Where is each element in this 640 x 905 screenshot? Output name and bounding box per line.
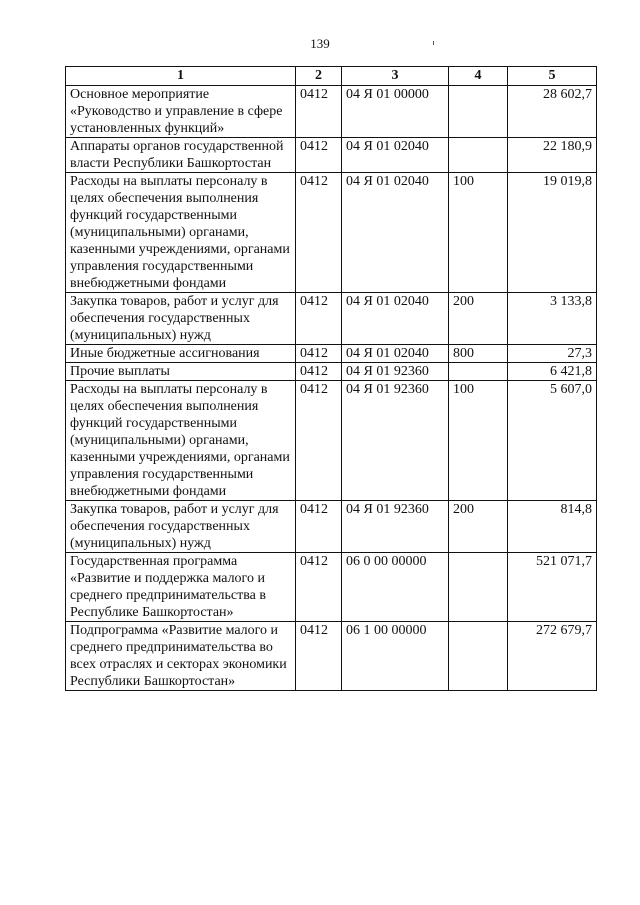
row-expense-type: 100	[449, 381, 508, 501]
row-amount: 814,8	[508, 501, 597, 553]
row-expense-type	[449, 622, 508, 691]
row-amount: 6 421,8	[508, 363, 597, 381]
table-row	[66, 345, 597, 363]
row-target-code: 04 Я 01 00000	[342, 86, 449, 138]
row-expense-type	[449, 138, 508, 173]
page-number: 139	[310, 36, 330, 51]
row-section-code: 0412	[296, 553, 342, 622]
row-name: Государственная программа «Развитие и поддержка малого и среднего предпринимательства в Республике Башкортостан»	[66, 553, 296, 622]
row-expense-type	[449, 363, 508, 381]
row-expense-type	[449, 553, 508, 622]
row-name: Закупка товаров, работ и услуг для обеспечения государственных (муниципальных) нужд	[66, 501, 296, 553]
row-name: Иные бюджетные ассигнования	[66, 345, 296, 363]
row-name: Прочие выплаты	[66, 363, 296, 381]
row-target-code: 04 Я 01 92360	[342, 381, 449, 501]
row-expense-type: 200	[449, 293, 508, 345]
table-body	[66, 86, 597, 691]
header-col-1: 1	[66, 67, 296, 86]
row-section-code: 0412	[296, 345, 342, 363]
row-amount: 28 602,7	[508, 86, 597, 138]
row-amount: 3 133,8	[508, 293, 597, 345]
table-header	[66, 67, 597, 86]
row-section-code: 0412	[296, 173, 342, 293]
table-row	[66, 381, 597, 501]
row-name: Расходы на выплаты персоналу в целях обеспечения выполнения функций государственными (муниципальными) органами, казенными учреждениями, органами управления государственными внебюджетными фондами	[66, 173, 296, 293]
row-amount: 521 071,7	[508, 553, 597, 622]
table-row	[66, 363, 597, 381]
table-row	[66, 622, 597, 691]
row-target-code: 04 Я 01 92360	[342, 363, 449, 381]
scan-mark	[433, 41, 434, 45]
header-col-4: 4	[449, 67, 508, 86]
row-section-code: 0412	[296, 622, 342, 691]
row-amount: 27,3	[508, 345, 597, 363]
table-row	[66, 501, 597, 553]
row-expense-type	[449, 86, 508, 138]
row-target-code: 04 Я 01 02040	[342, 173, 449, 293]
row-section-code: 0412	[296, 138, 342, 173]
row-target-code: 04 Я 01 92360	[342, 501, 449, 553]
row-target-code: 06 1 00 00000	[342, 622, 449, 691]
row-expense-type: 800	[449, 345, 508, 363]
row-amount: 22 180,9	[508, 138, 597, 173]
row-expense-type: 100	[449, 173, 508, 293]
row-name: Аппараты органов государственной власти Республики Башкортостан	[66, 138, 296, 173]
row-target-code: 04 Я 01 02040	[342, 345, 449, 363]
table-row	[66, 173, 597, 293]
row-section-code: 0412	[296, 293, 342, 345]
row-expense-type: 200	[449, 501, 508, 553]
row-section-code: 0412	[296, 501, 342, 553]
table-row	[66, 293, 597, 345]
row-name: Закупка товаров, работ и услуг для обеспечения государственных (муниципальных) нужд	[66, 293, 296, 345]
header-col-5: 5	[508, 67, 597, 86]
row-amount: 19 019,8	[508, 173, 597, 293]
header-row	[66, 67, 597, 86]
table-row	[66, 553, 597, 622]
row-name: Расходы на выплаты персоналу в целях обеспечения выполнения функций государственными (муниципальными) органами, казенными учреждениями, органами управления государственными внебюджетными фондами	[66, 381, 296, 501]
row-target-code: 04 Я 01 02040	[342, 293, 449, 345]
header-col-3: 3	[342, 67, 449, 86]
header-col-2: 2	[296, 67, 342, 86]
budget-table	[65, 66, 597, 691]
row-name: Подпрограмма «Развитие малого и среднего предпринимательства во всех отраслях и секторах экономики Республики Башкортостан»	[66, 622, 296, 691]
row-section-code: 0412	[296, 86, 342, 138]
row-target-code: 04 Я 01 02040	[342, 138, 449, 173]
row-amount: 272 679,7	[508, 622, 597, 691]
row-section-code: 0412	[296, 381, 342, 501]
row-name: Основное мероприятие «Руководство и управление в сфере установленных функций»	[66, 86, 296, 138]
row-target-code: 06 0 00 00000	[342, 553, 449, 622]
table-row	[66, 138, 597, 173]
row-amount: 5 607,0	[508, 381, 597, 501]
row-section-code: 0412	[296, 363, 342, 381]
table-row	[66, 86, 597, 138]
